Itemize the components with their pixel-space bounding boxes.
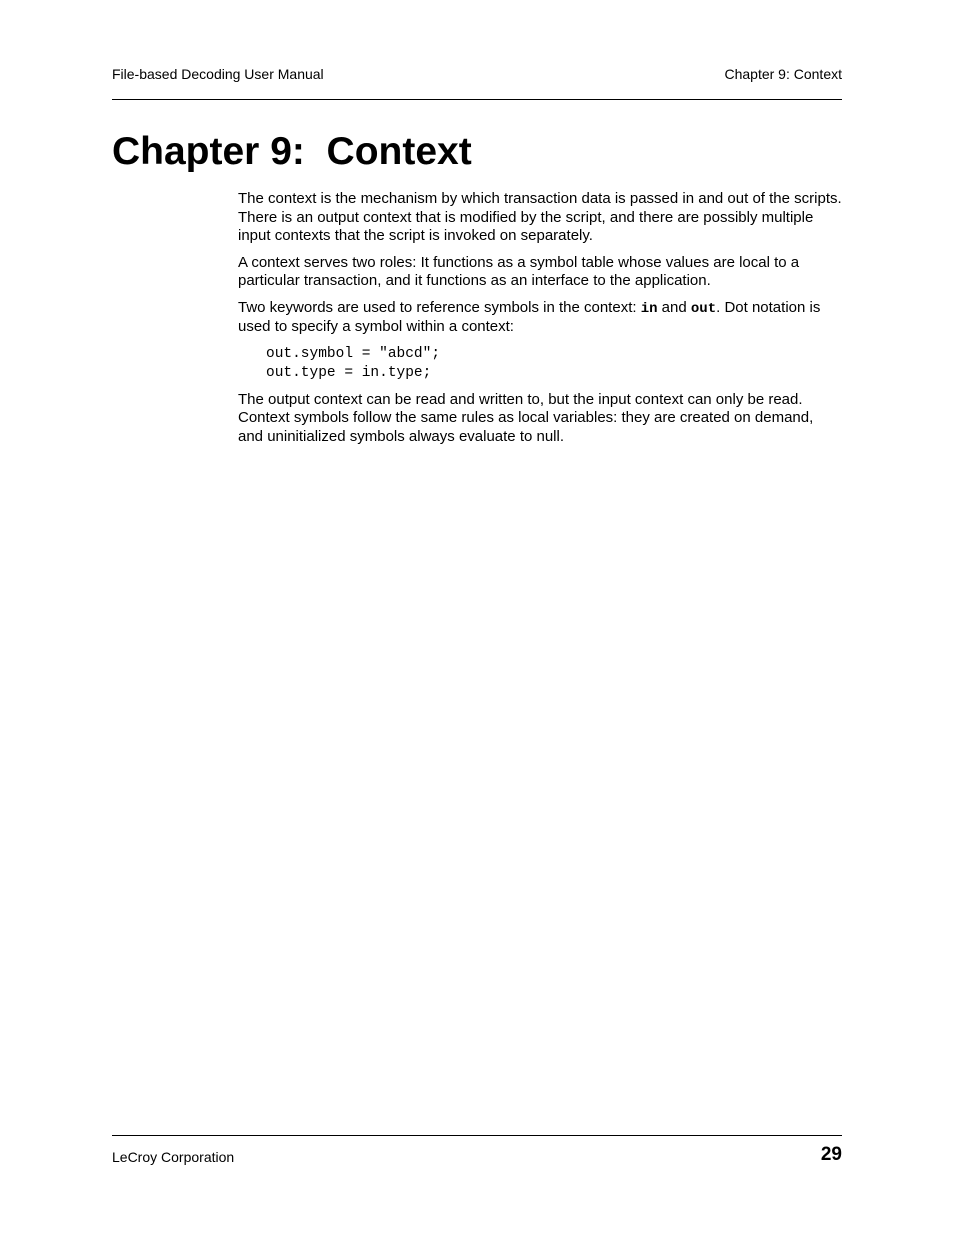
code-line: out.type = in.type;	[266, 364, 432, 381]
chapter-title: Chapter 9: Context	[112, 130, 472, 173]
page-footer	[112, 1135, 842, 1170]
page-number: 29	[820, 1144, 842, 1165]
paragraph-output-context: The output context can be read and written to, but the input context can only be read. Context symbols follow the same rules as local variables: they are created on demand, and uninitialized symbols always evaluate to null.	[238, 390, 814, 445]
paragraph-context-mechanism: The context is the mechanism by which transaction data is passed in and out of the scripts. There is an output context that is modified by the script, and there are possibly multiple input contexts that the script is invoked on separately.	[238, 190, 842, 244]
chapter-body	[238, 190, 842, 454]
paragraph-context-roles: A context serves two roles: It functions as a symbol table whose values are local to a particular transaction, and it functions as an interface to the application.	[238, 253, 800, 289]
code-line: out.symbol = "abcd";	[266, 345, 441, 362]
paragraph-keywords	[238, 299, 842, 337]
keyword-in: in	[640, 300, 658, 317]
footer-company: LeCroy Corporation	[112, 1149, 235, 1165]
keywords-text-middle: and	[657, 298, 691, 316]
keyword-out: out	[690, 300, 717, 317]
keywords-text-before: Two keywords are used to reference symbols in the context:	[238, 298, 641, 316]
page-header	[112, 66, 842, 100]
code-example	[266, 345, 842, 383]
keywords-text-after: . Dot notation is used to specify a symbol within a context:	[238, 298, 821, 335]
header-chapter-title: Chapter 9: Context	[724, 66, 842, 82]
header-manual-title: File-based Decoding User Manual	[112, 66, 324, 82]
